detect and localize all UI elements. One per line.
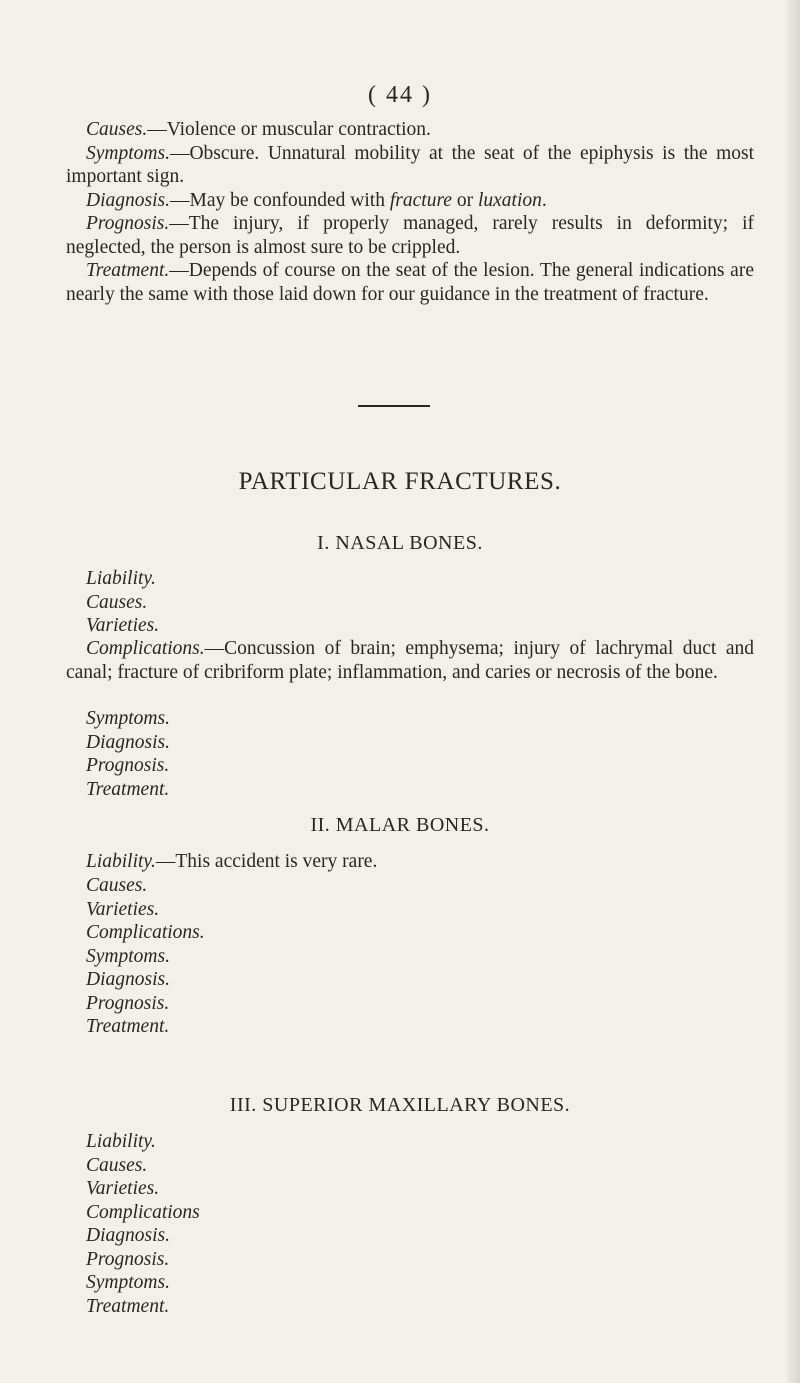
list-item: Prognosis. [86,1248,170,1270]
section-heading-maxillary: III. SUPERIOR MAXILLARY BONES. [229,1094,571,1116]
nasal-list-before [86,567,756,638]
list-item: Varieties. [86,898,160,920]
list-item: Varieties. [86,615,160,636]
malar-liability-paragraph: Liability.—This accident is very rare. [86,851,378,872]
list-item: Treatment. [86,778,170,800]
list-item: Symptoms. [86,708,170,729]
section-divider-rule [358,405,430,407]
list-item: Diagnosis. [86,1225,170,1246]
intro-text [66,118,754,306]
list-item: Complications. [86,922,205,943]
prognosis-paragraph: Prognosis.—The injury, if properly managed, rarely results in deformity; if neglected, the person is almost sure to be crippled. [66,213,754,258]
causes-paragraph: Causes.—Violence or muscular contraction. [86,119,431,140]
nasal-complications-paragraph: Complications.—Concussion of brain; emphysema; injury of lachrymal duct and canal; fracture of cribriform plate; inflammation, and caries or necrosis of the bone. [66,638,754,683]
section-heading-nasal: I. NASAL BONES. [317,532,483,554]
symptoms-paragraph: Symptoms.—Obscure. Unnatural mobility at the seat of the epiphysis is the most important sign. [66,142,754,187]
list-item: Liability. [86,568,156,589]
main-heading: PARTICULAR FRACTURES. [238,468,562,495]
list-item: Liability. [86,1131,156,1152]
list-item: Symptoms. [86,945,170,967]
list-item: Treatment. [86,1016,170,1037]
page-number: ( 44 ) [368,82,432,108]
list-item: Diagnosis. [86,969,170,990]
diagnosis-paragraph: Diagnosis.—May be confounded with fracture or luxation. [86,189,547,211]
list-item: Complications [86,1201,200,1223]
malar-list [86,874,756,1039]
nasal-list-after [86,707,756,801]
list-item: Varieties. [86,1178,160,1199]
list-item: Prognosis. [86,992,170,1014]
list-item: Prognosis. [86,755,170,776]
page-edge-shadow [786,0,800,1383]
maxillary-list [86,1130,756,1318]
list-item: Causes. [86,1154,148,1176]
list-item: Symptoms. [86,1272,170,1293]
list-item: Causes. [86,591,148,613]
list-item: Treatment. [86,1295,170,1317]
list-item: Causes. [86,875,148,896]
treatment-paragraph: Treatment.—Depends of course on the seat of the lesion. The general indications are nearly the same with those laid down for our guidance in the treatment of fracture. [66,260,754,305]
list-item: Diagnosis. [86,731,170,753]
section-heading-malar: II. MALAR BONES. [310,814,490,836]
